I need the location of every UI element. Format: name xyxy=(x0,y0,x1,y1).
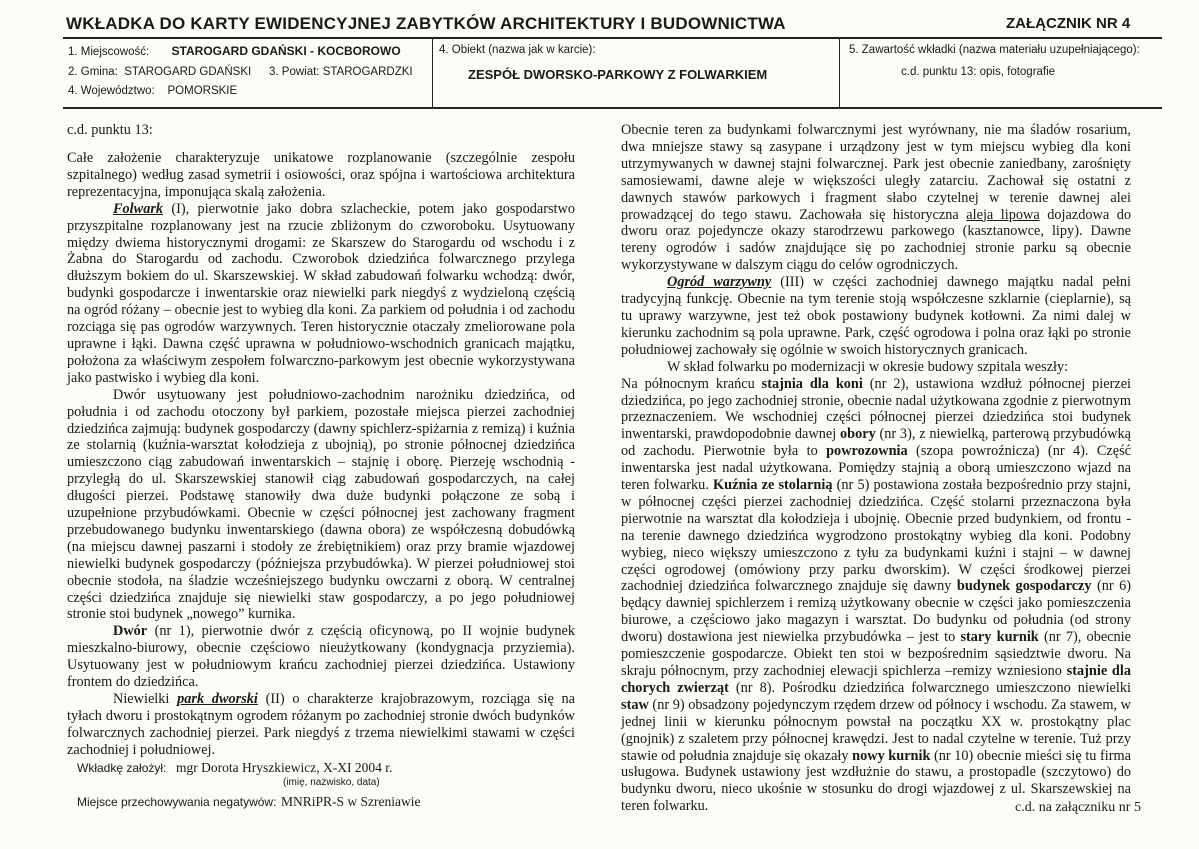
insert-content-label: 5. Zawartość wkładki (nazwa materiału uzupełniającego): xyxy=(849,44,1140,56)
locality-label: 1. Miejscowość: xyxy=(68,46,150,58)
paragraph-text: (nr 6) będący dawniej spichlerzem i remizą użytkowany obecnie w części jako pomieszczenia biurowe, a częściowo jako magazyn i warsztat. Do budynku od południa (od strony dworu) dostawiona jest niewielka przybudówka – jest to xyxy=(621,578,1132,646)
paragraph-text: (II) o charakterze krajobrazowym, rozciąga się na tyłach dworu i prostokątnym ogrodem różanym po zachodniej stronie dwóch budynków folwarcznych zachodniej pierzei. Park niegdyś z trzema niewielkimi stawami w części zachodniej i południowej. xyxy=(67,691,575,758)
paragraph xyxy=(67,691,575,759)
county-label: 3. Powiat: xyxy=(269,66,320,78)
document-title: WKŁADKA DO KARTY EWIDENCYJNEJ ZABYTKÓW ARCHITEKTURY I BUDOWNICTWA xyxy=(66,14,786,33)
paragraph: Całe założenie charakteryzuje unikatowe rozplanowanie (szczególnie zespołu szpitalnego) według zasad symetrii i osiowości, oraz spójna i wartościowa architektura reprezentacyjna, imponująca skalą założenia. xyxy=(67,150,575,200)
author-value: mgr Dorota Hryszkiewicz, X-XI 2004 r. xyxy=(176,760,393,775)
paragraph: Dwór usytuowany jest południowo-zachodnim narożniku dziedzińca, od południa i od zachodu otoczony był parkiem, pozostałe miejsca pierzei zachodniej dziedzińca zajmują: budynek gospodarczy (dawny spichlerz-spiżarnia z remizą) i kuźnia ze stolarnią (kuźnia-warsztat kołodzieja z ubojnią), po stronie północnej dziedzińca umieszczono ciąg zabudowań inwentarskich – stajnię i oborę. Pierzeję wschodnią - przyległą do ul. Skarszewskiej stanowił ciąg zabudowań gospodarczych, na całej długości pierzei. Podstawę stanowiły dwa duże budynki połączone ze sobą i uzupełnione przybudówkami. Obecnie w części północnej jest zachowany fragment przebudowanego budynku inwentarskiego (dawna obora) ze współczesną dobudówką (na miejscu dawnej paszarni i stodoły ze źrebiętnikiem) oraz przy bramie wjazdowej niewielki budynek gospodarczy (późniejsza przybudówka). W pierzei południowej stoi obecnie stodoła, na śladzie wcześniejszego budynku owczarni z oborą. W centralnej części dziedzińca znajduje się niewielki staw gospodarczy, a po jego południowej stronie stoi budynek „nowego” kurnika. xyxy=(67,386,575,623)
insert-content-value: c.d. punktu 13: opis, fotografie xyxy=(901,66,1056,78)
object-label: 4. Obiekt (nazwa jak w karcie): xyxy=(439,44,596,56)
paragraph-text: (I), pierwotnie jako dobra szlacheckie, potem jako gospodarstwo przyszpitalne rozplanowany jest na rzucie zbliżonym do czworoboku. Usytuowany między dwiema historycznymi drogami: ze Skarszew do Starogardu od wschodu i z Żabna do Starogardu od zachodu. Czworobok dziedzińca folwarcznego przylega dłuższym bokiem do ul. Skarszewskiej. W skład zabudowań folwarku wchodzą: dwór, budynki gospodarcze i inwentarskie oraz niewielki park niegdyś z wydzieloną częścią na ogród różany – obecnie jest to wybieg dla koni. Za parkiem od południa i od zachodu rozciąga się pas ogrodów warzywnych. Teren historycznie otaczały zmeliorowane pola uprawne i łąki. Dawna część uprawna w południowo-wschodnich granicach majątku, położona za właściwym zespołem folwarczno-parkowym jest obecnie wykorzystywana jako pastwisko i wybieg dla koni. xyxy=(67,200,575,386)
commune-field xyxy=(68,66,251,78)
object-value: ZESPÓŁ DWORSKO-PARKOWY Z FOLWARKIEM xyxy=(468,67,768,82)
term-stary-kurnik: stary kurnik xyxy=(960,629,1039,646)
paragraph-text: (szopa powroźnicza) (nr 4). Część inwentarska jest nadal użytkowana. Pomiędzy stajnią a oborą umieszczono wjazd na teren folwarku. xyxy=(621,443,1131,494)
author-hint: (imię, nazwisko, data) xyxy=(283,777,380,788)
term-budynek-gospodarczy: budynek gospodarczy xyxy=(956,578,1092,595)
term-obory: obory xyxy=(839,426,876,443)
locality-value: STAROGARD GDAŃSKI - KOCBOROWO xyxy=(171,44,401,58)
term-ogrod-warzywny: Ogród warzywny xyxy=(667,274,772,291)
negatives-label: Miejsce przechowywania negatywów: xyxy=(77,795,277,809)
paragraph-text: dojazdowa do dworu oraz pojedyncze okazy starodrzewu parkowego (kasztanowce, lipy). Dawne tereny ogrodów i sadów znajdujące się po zachodniej stronie parku są obecnie wykorzystywane w dalszym ciągu do celów ogrodniczych. xyxy=(621,206,1132,274)
voivodeship-field xyxy=(68,85,237,97)
term-stajnia: stajnia dla koni xyxy=(761,375,863,392)
paragraph-text: (nr 10) obecnie mieści się tu firma usługowa. Budynek ustawiony jest wzdłużnie do stawu, a prostopadle (szczytowo) do budynku dworu, nieco ukośnie w stosunku do drogi wjazdowej z ul. Skarszewskiej na teren folwarku. xyxy=(621,747,1131,815)
term-dwor: Dwór xyxy=(113,623,148,640)
term-stajnie-chorych: stajnie dla chorych zwierząt xyxy=(621,663,1131,696)
paragraph-text: (nr 3), z niewielką, parterową przybudówką od zachodu. Pierwotnie była to xyxy=(621,426,1131,460)
voivodeship-value: POMORSKIE xyxy=(167,85,238,97)
paragraph-text: (nr 5) postawiona została bezpośrednio przy stajni, w północnej części pierzei zachodniej dziedzińca. Część stolarni przeznaczona była pierwotnie na warsztat dla kołodzieja i ubojnię. Obecnie przed budynkiem, od frontu - na terenie dawnego dziedzińca wygrodzono prostokątny wybieg dla koni. Podobny wybieg, nieco większy umieszczono z tyłu za budynkami kuźni i stajni – w dawnej części ogrodowej (omówiony przy parku dworskim). W części środkowej pierzei zachodniej dziedzińca folwarcznego znajduje się dawny xyxy=(621,477,1132,595)
term-folwark: Folwark xyxy=(113,200,164,217)
author-label: Wkładkę założył: xyxy=(77,761,167,775)
negatives-value: MNRiPR-S w Szreniawie xyxy=(281,794,421,809)
term-powrozownia: powrozownia xyxy=(826,443,908,460)
paragraph: W skład folwarku po modernizacji w okresie budowy szpitala weszły: xyxy=(667,358,1069,375)
paragraph-text: Obecnie teren za budynkami folwarcznymi jest wyrównany, nie ma śladów rosarium, dwa mniejsze stawy są zasypane i urządzony jest w tym miejscu wybieg dla koni utrzymywanych w dawnej stajni folwarcznej. Park jest obecnie zaniedbany, zarośnięty samosiewami, dawne aleje w większości uległy zatarciu. Zachował się ostatni z dawnych stawów parkowych i fragment słabo czytelnej w terenie dawnej alei prowadzącej do tego stawu. Zachowała się historyczna xyxy=(621,122,1131,223)
paragraph-text: (III) w części zachodniej dawnego majątku nadal pełni tradycyjną funkcję. Obecnie na tym terenie stoją współczesne szklarnie (cieplarnie), są tu uprawy warzywne, jest też obok postawiony budynek kotłowni. Za nimi dalej w kierunku zachodnim są pola uprawne. Park, część ogrodowa i polna oraz łąki po stronie południowej zachowały się ogólnie w swoich historycznych granicach. xyxy=(621,274,1131,358)
county-field xyxy=(269,66,413,78)
right-column xyxy=(621,122,1131,815)
paragraph xyxy=(621,376,1131,816)
commune-label: 2. Gmina: xyxy=(68,66,118,78)
header-table xyxy=(63,37,1162,109)
paragraph-text: (nr 2), ustawiona wzdłuż północnej pierzei dziedzińca, po jego zachodniej stronie, obecnie nadal użytkowana zgodnie z pierwotnym przeznaczeniem. We wschodniej części północnej pierzei dziedzińca stoi budynek inwentarski, prawdopodobnie dawnej xyxy=(621,375,1132,443)
paragraph-text: (nr 8). Pośrodku dziedzińca folwarcznego umieszczono niewielki xyxy=(728,679,1131,696)
paragraph-text: (nr 7), obecnie pomieszczenie gospodarcze. Obiekt ten stoi w bezpośrednim sąsiedztwie dworu. Na skraju północnym, przy zachodniej elewacji spichlerza –remizy wzniesiono xyxy=(621,629,1131,679)
voivodeship-label: 4. Województwo: xyxy=(68,85,155,97)
header-divider xyxy=(432,39,433,107)
paragraph xyxy=(621,122,1131,274)
paragraph-text: Na północnym krańcu xyxy=(621,375,762,392)
continued-note: c.d. na załączniku nr 5 xyxy=(1015,800,1141,815)
term-park-dworski: park dworski xyxy=(177,691,258,707)
term-nowy-kurnik: nowy kurnik xyxy=(852,747,931,764)
paragraph xyxy=(67,623,575,691)
term-staw: staw xyxy=(621,696,649,713)
continuation-label: c.d. punktu 13: xyxy=(67,122,153,138)
commune-value: STAROGARD GDAŃSKI xyxy=(124,66,252,78)
paragraph-text: (nr 1), pierwotnie dwór z częścią oficynową, po II wojnie budynek mieszkalno-biurowy, obecnie częściowo nieużytkowany (kondygnacja przyziemia). Usytuowany jest w południowym krańcu zachodniej pierzei dziedzińca. Ustawiony frontem do dziedzińca. xyxy=(67,623,575,691)
paragraph-text: (nr 9) obsadzony pojedynczym rzędem drzew od północy i wschodu. Za stawem, w jednej linii w kierunku północnym powstał na początku XX w. prostokątny plac (gnojnik) z szaletem przy północnej krawędzi. Jest to nadal czytelne w terenie. Tuż przy stawie od południa znajduje się okazały xyxy=(621,696,1131,764)
locality-field xyxy=(68,44,401,58)
paragraph xyxy=(67,201,575,387)
left-column xyxy=(67,150,575,759)
paragraph-text: Niewielki xyxy=(113,691,178,707)
term-aleja-lipowa: aleja lipowa xyxy=(966,206,1040,223)
annex-number: ZAŁĄCZNIK NR 4 xyxy=(1006,15,1131,32)
paragraph xyxy=(621,274,1131,359)
header-divider xyxy=(839,39,840,107)
term-kuznia: Kuźnia ze stolarnią xyxy=(713,477,833,494)
county-value: STAROGARDZKI xyxy=(322,66,413,78)
